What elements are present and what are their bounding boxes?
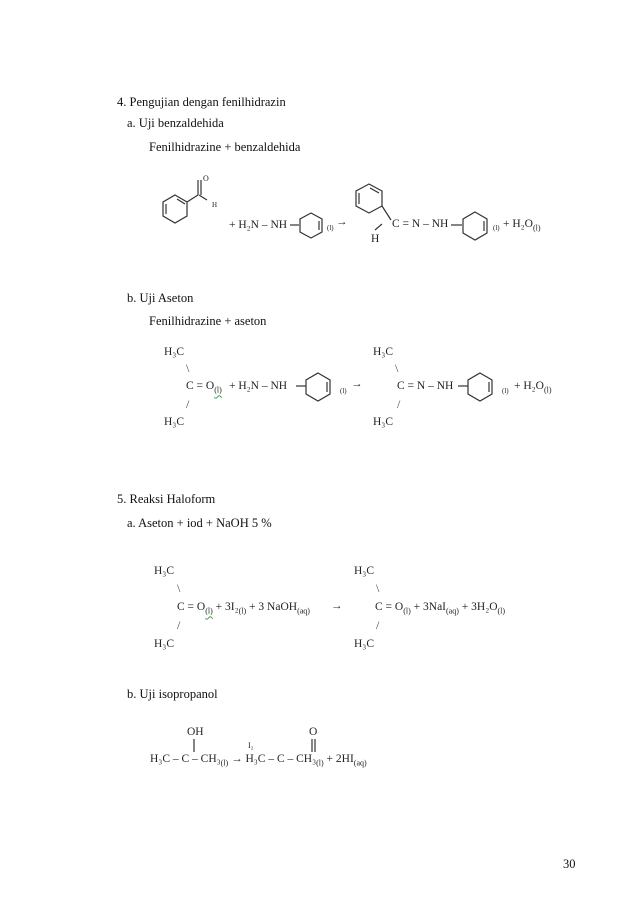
haloform-left: $C = O_{(l)} + 3I_2_{(l)} + 3$ NaOH$_{(aq)}$ (177, 601, 310, 616)
water-product-2: + $H_2O_{(l)}$ (514, 380, 552, 395)
product-state: (l) (493, 224, 500, 232)
bond-bottom-right: / (397, 397, 401, 411)
reagent-hydrazine-2: + H₂N – NH (229, 380, 288, 392)
section-4a-label: a. Uji benzaldehida (127, 116, 224, 130)
h3c-bottom-left-3: H₃C (154, 638, 174, 650)
bond-top-right: \ (395, 361, 399, 375)
h3c-bottom-right-3: H₃C (354, 638, 374, 650)
reagent-hydrazine: + H₂N – NH (229, 219, 288, 231)
aldehyde-h-label: H (212, 201, 218, 209)
co-double-bond (310, 738, 320, 754)
bond-top-left-3: \ (177, 581, 181, 595)
bond-bottom-right-3: / (376, 618, 380, 632)
phenyl-ring-3 (296, 370, 341, 415)
hydrazone-cn: C = N – NH (397, 380, 454, 392)
page-number: 30 (563, 857, 576, 871)
o-label: O (309, 726, 318, 738)
reaction-arrow-1: → (336, 216, 348, 228)
water-product: + $H_2O_{(l)}$ (503, 218, 541, 233)
product-h-label: H (371, 233, 380, 245)
oh-bond (192, 738, 198, 754)
phenyl-ring-2 (451, 208, 496, 253)
section-5a-label: a. Aseton + iod + NaOH 5 % (127, 516, 272, 530)
reaction-arrow-2: → (351, 378, 363, 390)
h3c-bottom-left: H₃C (164, 416, 184, 428)
h3c-top-right-3: H₃C (354, 565, 374, 577)
isopropanol-equation: $H_3C - C - CH_3_{(l)} \to H_3C - C - CH_3_{(l)} + 2HI_{(aq)}$ (150, 753, 367, 768)
phenyl-state-4: (l) (502, 387, 509, 395)
section-4b-subtitle: Fenilhidrazine + aseton (149, 314, 267, 328)
section-4a-subtitle: Fenilhidrazine + benzaldehida (149, 140, 301, 154)
h3c-top-right: H₃C (373, 346, 393, 358)
bond-bottom-left-3: / (177, 618, 181, 632)
reaction-arrow-3: → (331, 600, 343, 612)
section-5b-label: b. Uji isopropanol (127, 687, 218, 701)
product-phenyl-ring (355, 180, 405, 240)
bond-top-left: \ (186, 361, 190, 375)
h3c-bottom-right: H₃C (373, 416, 393, 428)
phenyl-state-3: (l) (340, 387, 347, 395)
iodine-label: I₂ (248, 741, 254, 750)
h3c-top-left: H₃C (164, 346, 184, 358)
carbonyl-left: $C = O_{(l)}$ (186, 380, 222, 395)
h3c-top-left-3: H₃C (154, 565, 174, 577)
phenyl-ring-1 (290, 208, 330, 248)
bond-bottom-left: / (186, 397, 190, 411)
section-4b-label: b. Uji Aseton (127, 291, 194, 305)
phenyl-state-1: (l) (327, 224, 334, 232)
aldehyde-o-label: O (203, 174, 209, 183)
product-cn: C = N – NH (392, 218, 449, 230)
phenyl-ring-4 (458, 370, 503, 415)
section-5-heading: 5. Reaksi Haloform (117, 492, 216, 506)
section-4-heading: 4. Pengujian dengan fenilhidrazin (117, 95, 286, 109)
haloform-right: $C = O_{(l)} + 3NaI_{(aq)} + 3H_2O_{(l)}$ (375, 601, 506, 616)
bond-top-right-3: \ (376, 581, 380, 595)
oh-label: OH (187, 726, 204, 738)
